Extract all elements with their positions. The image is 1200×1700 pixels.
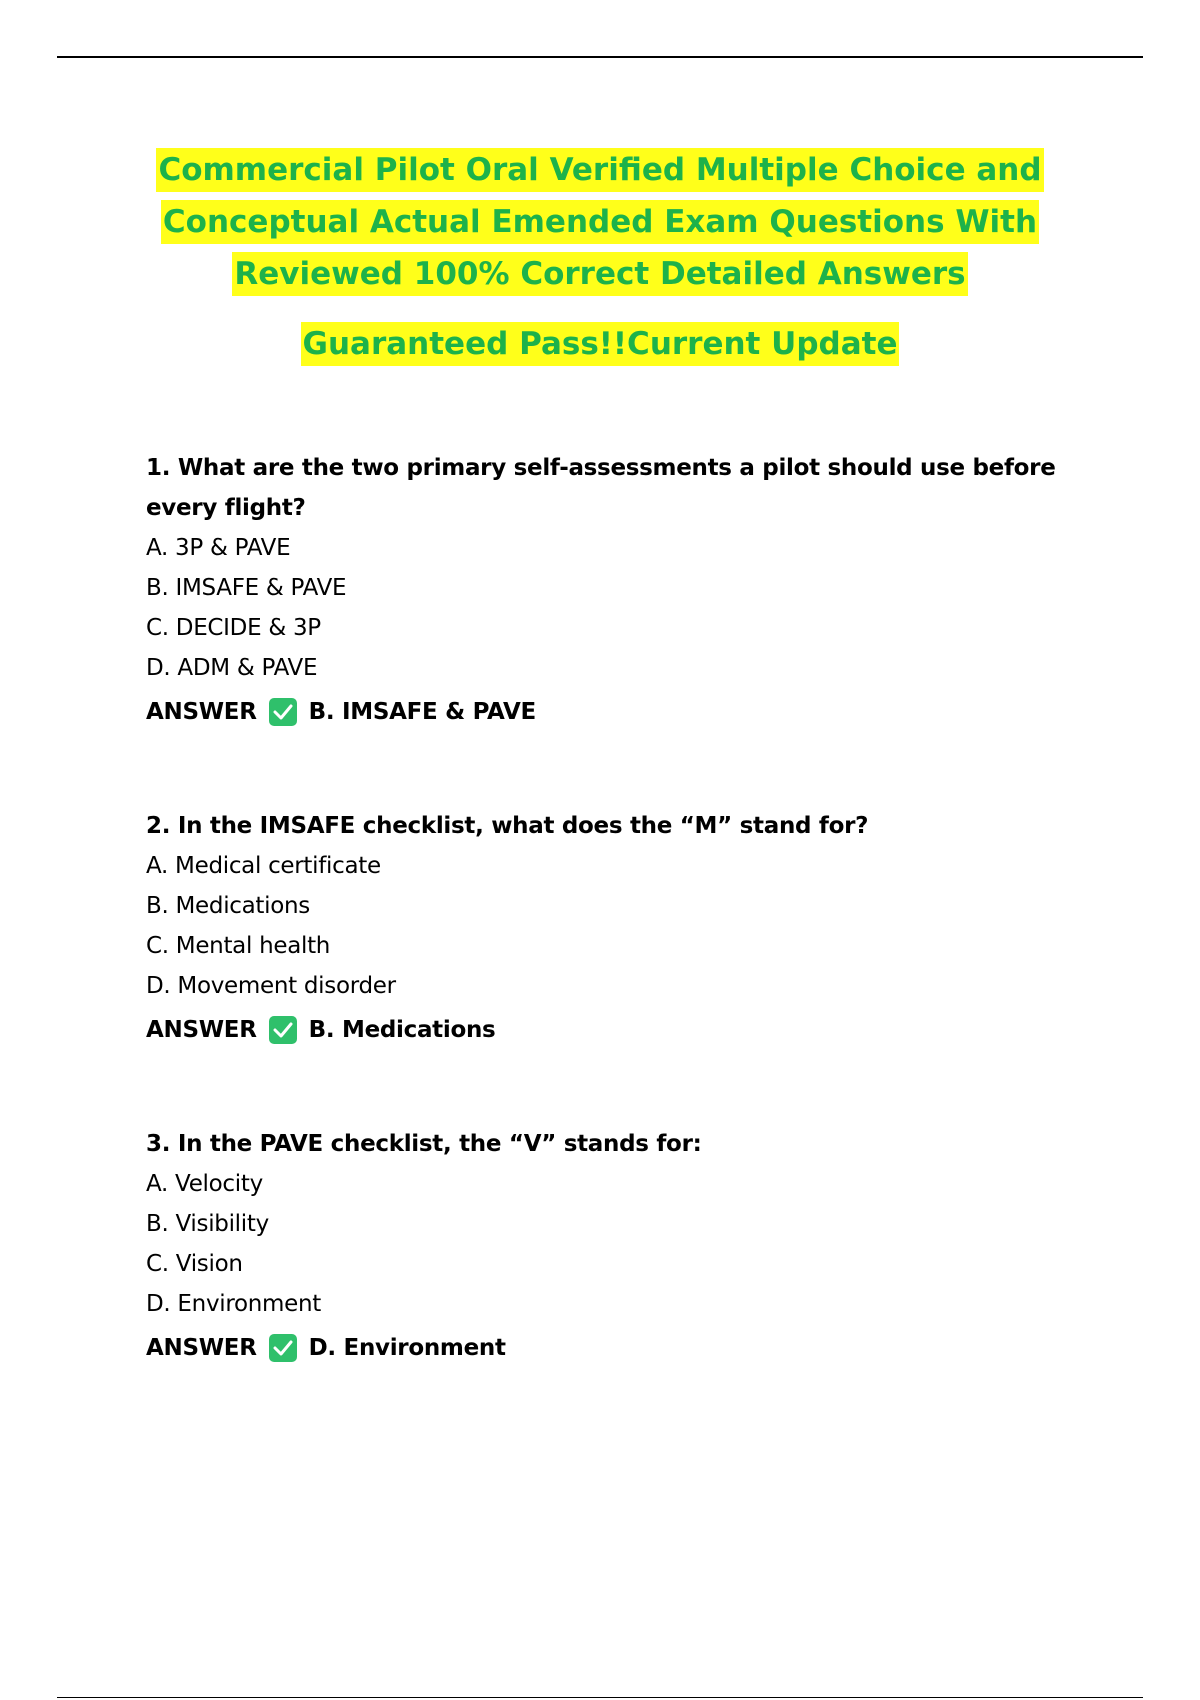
answer-label: ANSWER (146, 1017, 257, 1043)
top-rule (57, 56, 1143, 58)
answer-line (146, 1008, 1086, 1052)
check-mark-icon (269, 698, 297, 726)
check-mark-icon (269, 1334, 297, 1362)
question-text: 1. What are the two primary self-assessments a pilot should use before every flight? (146, 455, 1056, 521)
document-title (57, 144, 1143, 370)
answer-value: B. Medications (308, 1017, 496, 1043)
option-c: C. Vision (146, 1251, 243, 1277)
option-c: C. DECIDE & 3P (146, 615, 321, 641)
question-3 (146, 1124, 1086, 1370)
option-b: B. Medications (146, 893, 310, 919)
question-text: 2. In the IMSAFE checklist, what does the “M” stand for? (146, 813, 869, 839)
title-line-4: Guaranteed Pass!!Current Update (57, 318, 1143, 370)
bottom-rule (57, 1697, 1143, 1698)
option-d: D. Environment (146, 1291, 321, 1317)
answer-label: ANSWER (146, 1335, 257, 1361)
answer-label: ANSWER (146, 699, 257, 725)
answer-value: D. Environment (308, 1335, 506, 1361)
answer-value: B. IMSAFE & PAVE (308, 699, 536, 725)
check-mark-icon (269, 1016, 297, 1044)
option-b: B. IMSAFE & PAVE (146, 575, 347, 601)
title-line-1: Commercial Pilot Oral Verified Multiple Choice and (57, 144, 1143, 196)
question-2 (146, 806, 1086, 1052)
option-d: D. ADM & PAVE (146, 655, 318, 681)
option-a: A. Medical certificate (146, 853, 381, 879)
answer-line (146, 1326, 1086, 1370)
option-c: C. Mental health (146, 933, 331, 959)
question-1 (146, 448, 1086, 734)
question-text: 3. In the PAVE checklist, the “V” stands for: (146, 1131, 702, 1157)
answer-line (146, 690, 1086, 734)
option-a: A. Velocity (146, 1171, 263, 1197)
title-line-3: Reviewed 100% Correct Detailed Answers (57, 248, 1143, 300)
title-line-2: Conceptual Actual Emended Exam Questions With (57, 196, 1143, 248)
option-a: A. 3P & PAVE (146, 535, 291, 561)
option-d: D. Movement disorder (146, 973, 396, 999)
question-list (146, 448, 1086, 1442)
option-b: B. Visibility (146, 1211, 269, 1237)
